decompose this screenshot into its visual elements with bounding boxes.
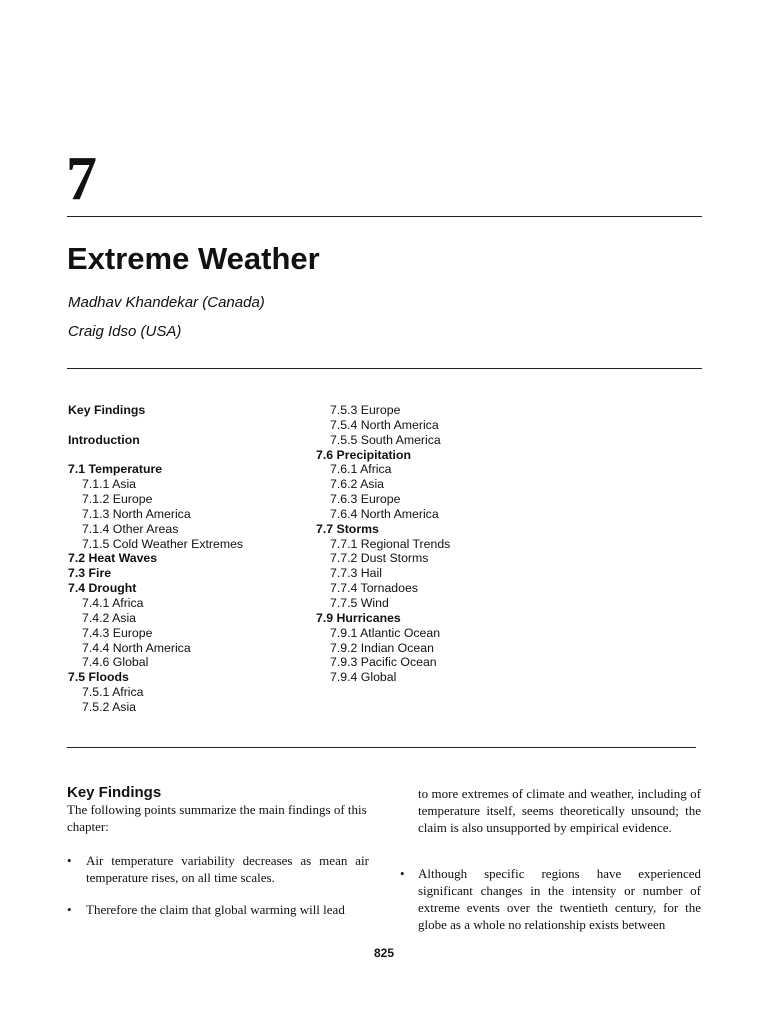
title-rule-bottom: [67, 368, 702, 369]
toc-subsection-item: 7.7.1 Regional Trends: [330, 536, 451, 551]
toc-subsection-item: 7.7.5 Wind: [330, 595, 389, 610]
finding-bullet-3: [400, 865, 701, 933]
toc-section-heading: 7.2 Heat Waves: [68, 551, 158, 566]
toc-right-column: [316, 403, 576, 685]
toc-subsection-item: 7.9.2 Indian Ocean: [330, 640, 434, 655]
toc-section-heading: Introduction: [68, 432, 140, 447]
toc-rule: [67, 747, 696, 748]
toc-subsection-item: 7.4.6 Global: [82, 655, 149, 670]
key-findings-heading: Key Findings: [67, 784, 162, 801]
author-1: Madhav Khandekar (Canada): [68, 294, 265, 311]
bullet-marker: •: [67, 902, 72, 917]
toc-section-heading: 7.1 Temperature: [68, 462, 163, 477]
toc-subsection-item: 7.1.3 North America: [82, 506, 191, 521]
toc-section-heading: 7.5 Floods: [68, 670, 129, 685]
title-rule-top: [67, 216, 702, 217]
toc-left-column: [68, 403, 328, 715]
toc-subsection-item: 7.1.5 Cold Weather Extremes: [82, 536, 244, 551]
toc-section-heading: Key Findings: [68, 403, 146, 417]
toc-section-heading: 7.6 Precipitation: [316, 447, 411, 462]
toc-spacer: [68, 418, 328, 433]
toc-subsection-item: 7.6.3 Europe: [330, 492, 401, 507]
toc-subsection-item: 7.5.5 South America: [330, 432, 441, 447]
bullet-marker: •: [400, 866, 405, 881]
toc-section-heading: 7.4 Drought: [68, 581, 137, 596]
toc-subsection-item: 7.9.3 Pacific Ocean: [330, 655, 437, 670]
finding-text: Therefore the claim that global warming will lead: [86, 902, 345, 917]
toc-subsection-item: 7.6.1 Africa: [330, 462, 392, 477]
page-number: 825: [373, 946, 395, 960]
toc-subsection-item: 7.1.4 Other Areas: [82, 521, 179, 536]
toc-subsection-item: 7.5.1 Africa: [82, 685, 144, 700]
toc-section-heading: 7.9 Hurricanes: [316, 610, 401, 625]
toc-subsection-item: 7.7.2 Dust Storms: [330, 551, 429, 566]
bullet-marker: •: [67, 853, 72, 868]
toc-spacer: [68, 448, 328, 463]
finding-text: Air temperature variability decreases as mean air temperature rises, on all time scales.: [86, 853, 369, 885]
toc-subsection-item: 7.5.2 Asia: [82, 699, 137, 714]
toc-subsection-item: 7.6.4 North America: [330, 506, 439, 521]
toc-subsection-item: 7.7.3 Hail: [330, 566, 382, 581]
toc-subsection-item: 7.4.1 Africa: [82, 595, 144, 610]
finding-continuation: to more extremes of climate and weather, including of temperature itself, seems theoretically unsound; the claim is also unsupported by empirical evidence.: [418, 786, 701, 835]
toc-subsection-item: 7.6.2 Asia: [330, 477, 385, 492]
key-findings-intro: The following points summarize the main findings of this chapter:: [67, 802, 367, 834]
chapter-title: Extreme Weather: [67, 241, 320, 276]
chapter-number: 7: [66, 145, 97, 213]
finding-text: Although specific regions have experienced significant changes in the intensity or number of extreme events over the twentieth century, for the globe as a whole no relationship exists between: [418, 866, 701, 932]
toc-subsection-item: 7.4.3 Europe: [82, 625, 153, 640]
toc-subsection-item: 7.5.4 North America: [330, 417, 439, 432]
finding-bullet-2: [67, 901, 369, 918]
author-2: Craig Idso (USA): [68, 323, 182, 340]
toc-subsection-item: 7.4.2 Asia: [82, 610, 137, 625]
toc-subsection-item: 7.5.3 Europe: [330, 403, 401, 417]
toc-subsection-item: 7.4.4 North America: [82, 640, 191, 655]
toc-subsection-item: 7.1.1 Asia: [82, 477, 137, 492]
toc-subsection-item: 7.9.4 Global: [330, 670, 397, 685]
toc-section-heading: 7.3 Fire: [68, 566, 112, 581]
toc-subsection-item: 7.1.2 Europe: [82, 492, 153, 507]
toc-subsection-item: 7.7.4 Tornadoes: [330, 581, 418, 596]
toc-subsection-item: 7.9.1 Atlantic Ocean: [330, 625, 441, 640]
finding-bullet-1: [67, 852, 369, 886]
toc-section-heading: 7.7 Storms: [316, 521, 379, 536]
